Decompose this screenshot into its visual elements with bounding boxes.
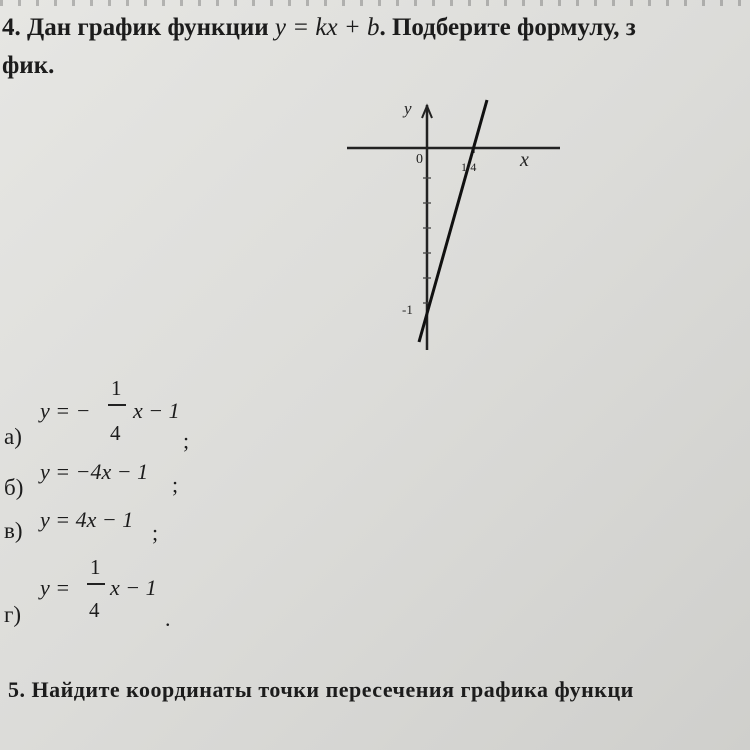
option-a-lhs: y = −: [40, 398, 91, 423]
option-a-fraction-bar: [108, 404, 126, 406]
x-axis-label: x: [520, 149, 529, 171]
y-axis-label: y: [404, 99, 412, 118]
question-4-text: 4. Дан график функции y = kx + b. Подберите формулу, з: [2, 14, 636, 41]
function-formula: y = kx + b: [274, 14, 380, 41]
option-d-letter: г): [4, 602, 22, 627]
option-a-letter: а): [4, 424, 22, 449]
function-line: [419, 100, 487, 342]
option-b-separator: ;: [172, 472, 179, 497]
option-a-denominator: 4: [110, 421, 121, 445]
option-d-lhs: y =: [40, 575, 71, 600]
question-4-text-continued: фик.: [2, 52, 55, 79]
option-d-numerator: 1: [90, 555, 101, 579]
x-tick-label: 1/4: [461, 160, 477, 174]
option-c-separator: ;: [152, 520, 159, 545]
option-c-formula: y = 4x − 1: [40, 507, 134, 532]
origin-label: 0: [416, 152, 423, 167]
option-b-letter: б): [4, 475, 24, 500]
y-tick-label: -1: [402, 302, 413, 317]
option-d-fraction-bar: [87, 583, 105, 585]
option-a-numerator: 1: [111, 376, 122, 400]
option-d-rhs: x − 1: [110, 575, 157, 600]
question-5-text: 5. Найдите координаты точки пересечения графика функци: [8, 677, 634, 702]
option-a-rhs: x − 1: [133, 398, 180, 423]
option-c-letter: в): [4, 518, 23, 543]
option-a-separator: ;: [183, 428, 190, 453]
option-d-denominator: 4: [89, 598, 100, 622]
option-b-formula: y = −4x − 1: [40, 459, 149, 484]
option-d-separator: .: [165, 606, 171, 631]
